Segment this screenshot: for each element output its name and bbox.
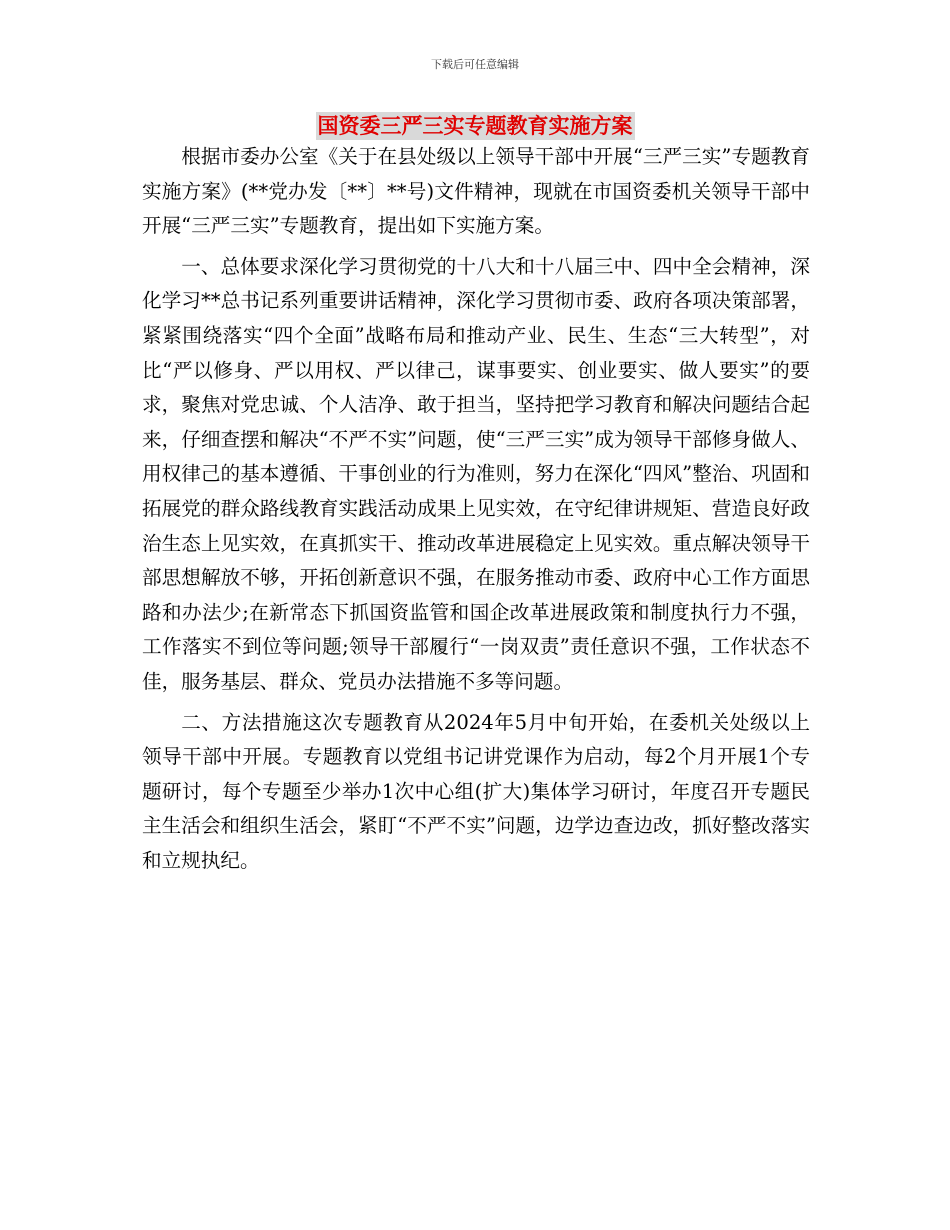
title-container — [0, 112, 950, 140]
paragraph-methods-measures: 二、方法措施这次专题教育从2024年5月中旬开始，在委机关处级以上领导干部中开展。专题教育以党组书记讲党课作为启动，每2个月开展1个专题研讨，每个专题至少举办1次中心组(扩大)集体学习研讨，年度召开专题民主生活会和组织生活会，紧盯“不严不实”问题，边学边查边改，抓好整改落实和立规执纪。 — [142, 710, 810, 872]
document-body — [142, 140, 810, 884]
header-note: 下载后可任意编辑 — [431, 58, 519, 71]
document-title: 国资委三严三实专题教育实施方案 — [317, 114, 633, 138]
paragraph-intro: 根据市委办公室《关于在县处级以上领导干部中开展“三严三实”专题教育实施方案》(**党办发〔**〕**号)文件精神，现就在市国资委机关领导干部中开展“三严三实”专题教育，提出如下实施方案。 — [142, 145, 810, 238]
paragraph-general-requirements: 一、总体要求深化学习贯彻党的十八大和十八届三中、四中全会精神，深化学习**总书记系列重要讲话精神，深化学习贯彻市委、政府各项决策部署，紧紧围绕落实“四个全面”战略布局和推动产业、民生、生态“三大转型”，对比“严以修身、严以用权、严以律己，谋事要实、创业要实、做人要实”的要求，聚焦对党忠诚、个人洁净、敢于担当，坚持把学习教育和解决问题结合起来，仔细查摆和解决“不严不实”问题，使“三严三实”成为领导干部修身做人、用权律己的基本遵循、干事创业的行为准则，努力在深化“四风”整治、巩固和拓展党的群众路线教育实践活动成果上见实效，在守纪律讲规矩、营造良好政治生态上见实效，在真抓实干、推动改革进展稳定上见实效。重点解决领导干部思想解放不够，开拓创新意识不强，在服务推动市委、政府中心工作方面思路和办法少;在新常态下抓国资监管和国企改革进展政策和制度执行力不强，工作落实不到位等问题;领导干部履行“一岗双责”责任意识不强，工作状态不佳，服务基层、群众、党员办法措施不多等问题。 — [142, 254, 810, 693]
